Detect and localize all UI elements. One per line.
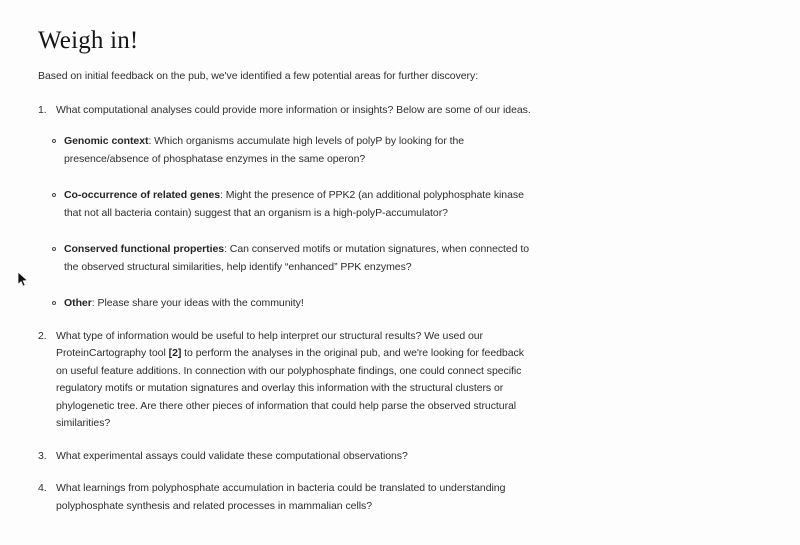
question-4-text: What learnings from polyphosphate accumulation in bacteria could be translated to understanding polyphosphate synthesis and related processes in mammalian cells? bbox=[56, 482, 506, 512]
question-1-text: What computational analyses could provide more information or insights? Below are some of our ideas. bbox=[56, 103, 531, 116]
question-1-sub-list bbox=[56, 133, 534, 313]
sub-item-term: Conserved functional properties bbox=[64, 243, 225, 255]
question-item-3 bbox=[38, 448, 534, 466]
sub-item-text bbox=[64, 133, 534, 168]
question-2-marker: 2. bbox=[38, 329, 47, 342]
question-list bbox=[38, 102, 534, 516]
question-2-text-after: to perform the analyses in the original pub, and we're looking for feedback on useful feature additions. In connection with our polyphosphate findings, one could connect specific regulatory motifs or mutation signatures and overlay this information with the structural clusters or phylogenetic tree. Are there other pieces of information that could help parse the observed structural similarities? bbox=[56, 347, 524, 429]
bullet-circle-icon bbox=[52, 133, 64, 168]
sub-item-term: Other bbox=[64, 297, 92, 309]
question-1-marker: 1. bbox=[38, 103, 47, 116]
sub-item-description: : Might the presence of PPK2 (an additional polyphosphate kinase that not all bacteria contain) suggest that an organism is a high-polyP-accumulator? bbox=[64, 189, 524, 219]
question-4-marker: 4. bbox=[38, 482, 47, 494]
sub-item-conserved-properties bbox=[56, 241, 534, 276]
intro-paragraph: Based on initial feedback on the pub, we've identified a few potential areas for further discovery: bbox=[38, 70, 479, 82]
page-title: Weigh in! bbox=[38, 27, 139, 54]
sub-item-description: : Can conserved motifs or mutation signatures, when connected to the observed structural similarities, help identify “enhanced” PPK enzymes? bbox=[64, 243, 530, 273]
sub-item-description: : Please share your ideas with the community! bbox=[91, 297, 304, 309]
question-3-marker: 3. bbox=[38, 449, 47, 462]
sub-item-genomic-context bbox=[56, 133, 534, 168]
question-item-4 bbox=[38, 480, 534, 515]
bullet-circle-icon bbox=[52, 187, 64, 222]
sub-item-other bbox=[56, 295, 534, 313]
sub-item-text bbox=[64, 187, 534, 222]
sub-item-description: : Which organisms accumulate high levels of polyP by looking for the presence/absence of phosphatase enzymes in the same operon? bbox=[64, 135, 465, 165]
bullet-circle-icon bbox=[52, 241, 64, 276]
citation-ref-2[interactable]: [2] bbox=[168, 347, 182, 359]
sub-item-co-occurrence bbox=[56, 187, 534, 222]
question-item-1 bbox=[38, 102, 534, 313]
sub-item-term: Co-occurrence of related genes bbox=[64, 189, 221, 201]
sub-item-text bbox=[64, 295, 304, 313]
question-2-text-before: What type of information would be useful to help interpret our structural results? We used our ProteinCartography tool bbox=[56, 329, 483, 359]
question-3-text: What experimental assays could validate these computational observations? bbox=[56, 449, 408, 462]
question-2-text bbox=[56, 328, 534, 433]
question-item-2 bbox=[38, 328, 534, 433]
sub-item-text bbox=[64, 241, 534, 276]
sub-item-term: Genomic context bbox=[64, 135, 149, 147]
bullet-circle-icon bbox=[52, 295, 64, 313]
